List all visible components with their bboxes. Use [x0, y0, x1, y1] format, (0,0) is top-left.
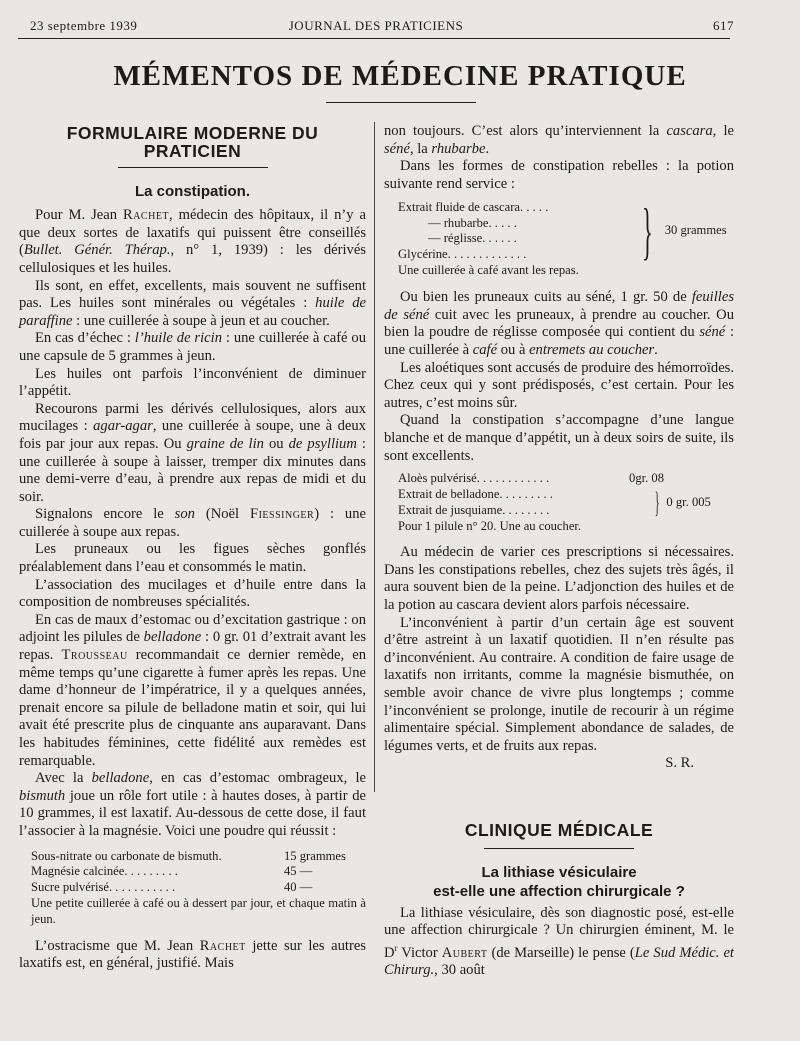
paragraph: Quand la constipation s’accompagne d’une langue blanche et de manque d’appétit, un à deux soirs de suite, ils sont excellents.: [384, 412, 734, 464]
paragraph: Ou bien les pruneaux cuits au séné, 1 gr. 50 de feuilles de séné cuit avec les pruneaux, à prendre au coucher. Ou bien la poudre de réglisse composée qui contient du séné : une cuillerée à café ou à entremets au coucher.: [384, 289, 735, 358]
paragraph: non toujours. C’est alors qu’interviennent la cascara, le séné, la rhubarbe.: [384, 123, 734, 157]
section-title-formulaire: FORMULAIRE MODERNE DU PRATICIEN: [66, 123, 319, 161]
author-name: Rachet: [122, 207, 170, 224]
paragraph: En cas d’échec : l’huile de ricin : une cuillerée à café ou une capsule de 5 grammes à jeun.: [19, 330, 367, 364]
paragraph: Recourons parmi les dérivés cellulosiques, alors aux mucilages : agar-agar, une cuillerée à soupe, une à deux fois par jour aux repas. Ou graine de lin ou de psyllium : une cuillerée à soupe à laisser, tremper dix minutes dans une demi-verre d’eau, à prendre aux repas de midi et du soir.: [19, 400, 366, 505]
paragraph: L’association des mucilages et d’huile entre dans la composition de nombreuses spécialités.: [19, 576, 366, 611]
header-divider: [18, 38, 730, 39]
paragraph: L’ostracisme que M. Jean Rachet jette sur les autres laxatifs est, en général, justifié. Mais: [19, 937, 366, 972]
prescription-line: — rhubarbe . . . . .: [428, 215, 517, 230]
reference: Le Sud Médic. et Chirurg.: [384, 944, 734, 979]
prescription-line: Extrait fluide de cascara . . . . .: [398, 199, 549, 214]
paragraph: Les pruneaux ou les figues sèches gonflés préalablement dans l’eau et consommés le matin.: [19, 541, 366, 576]
right-column: [384, 123, 734, 773]
prescription-instructions: Une petite cuillerée à café ou à dessert par jour, et chaque matin à jeun.: [31, 895, 366, 926]
prescription-aloes: [398, 471, 734, 534]
prescription-line: Extrait de jusquiame . . . . . . . .: [398, 502, 550, 517]
title-divider: [326, 102, 476, 103]
journal-name: JOURNAL DES PRATICIENS: [288, 18, 464, 33]
brace-icon: }: [654, 485, 660, 519]
prescription-line: Aloès pulvérisé . . . . . . . . . . . . 0gr. 08: [398, 471, 664, 486]
prescription-line: Sucre pulvérisé . . . . . . . . . . . 40 —: [31, 880, 313, 895]
column-divider: [374, 122, 375, 792]
section-title-clinique: CLINIQUE MÉDICALE: [464, 820, 654, 840]
paragraph: L’inconvénient à partir d’un certain âge est souvent d’être astreint à un laxatif quotidien. Il n’en résulte pas d’inconvénient. Au contraire. A condition de faire usage de laxatifs non irritants, comme la magnésie bismuthée, on semble avoir chance de vivre plus longtemps ; comme l’inconvénient se prolonge, inutile de recourir à un régime alimentaire spécial. Simplement abondance de salades, de légumes verts, et de fruits aux repas.: [384, 614, 734, 754]
section-divider: [118, 167, 268, 168]
prescription-line: Magnésie calcinée . . . . . . . . . 45 —: [31, 864, 313, 879]
clinique-section: [384, 822, 734, 980]
author-name: Rachet: [199, 937, 246, 954]
paragraph: En cas de maux d’estomac ou d’excitation gastrique : on adjoint les pilules de belladone : 0 gr. 01 d’extrait avant les repas. Trousseau recommandait ce dernier remède, en même temps qu’une cigarette à fumer après les repas. Une dame d’honneur de l’impératrice, il y a quelques années, prenait encore sa pilule de belladone matin et soir, qui lui avait été prescrite plus de cinquante ans auparavant. Dans les habitudes féminines, cette fidélité aux remèdes est remarquable.: [19, 611, 366, 769]
prescription-instructions: Une cuillerée à café avant les repas.: [398, 263, 579, 278]
prescription-quantity: 30 grammes: [664, 223, 727, 238]
paragraph: Pour M. Jean Rachet, médecin des hôpitaux, il n’y a que deux sortes de laxatifs qui puissent être conseillés (Bullet. Génér. Thérap., n° 1, 1939) : les dérivés cellulosiques et les huiles.: [19, 207, 367, 276]
paragraph: Les aloétiques sont accusés de produire des hémorroïdes. Chez ceux qui y sont prédisposés, c’est certain. Pour les autres, c’est moins sûr.: [384, 359, 734, 411]
paragraph: Au médecin de varier ces prescriptions si nécessaires. Dans les constipations rebelles, chez des sujets très âgés, il aura souvent bien de la peine. L’adjonction des huiles et de la potion au cascara devient alors parfois nécessaire.: [384, 544, 734, 614]
issue-date: 23 septembre 1939: [30, 18, 138, 33]
running-header: [18, 18, 734, 38]
paragraph: Avec la belladone, en cas d’estomac ombrageux, le bismuth joue un rôle fort utile : à hautes doses, à partir de 10 grammes, il est laxatif. Au-dessous de cette dose, il faut l’associer à la magnésie. Voici une poudre qui réussit :: [19, 770, 366, 839]
left-column: [19, 125, 366, 973]
prescription-bismuth: [31, 849, 366, 928]
prescription-potion: [398, 195, 734, 279]
paragraph: La lithiase vésiculaire, dès son diagnostic posé, est-elle une affection chirurgicale ? Un chirurgien éminent, M. le $D^r$ Victor Aubert (de Marseille) le pense (Le Sud Médic. et Chirurg., 30 août: [384, 904, 734, 979]
author-name: Fiessinger: [249, 506, 315, 523]
prescription-instructions: Pour 1 pilule n° 20. Une au coucher.: [398, 518, 582, 533]
paragraph: Dans les formes de constipation rebelles : la potion suivante rend service :: [384, 158, 734, 192]
brace-icon: }: [641, 195, 653, 267]
prescription-line: Extrait de belladone . . . . . . . . .: [398, 486, 553, 501]
prescription-quantity: 0 gr. 005: [666, 494, 711, 509]
reference: Bullet. Génér. Thérap.: [23, 242, 171, 259]
author-signature: S. R.: [665, 755, 694, 772]
author-name: Aubert: [441, 944, 488, 961]
paragraph: Les huiles ont parfois l’inconvénient de diminuer l’appétit.: [19, 365, 366, 400]
paragraph: Signalons encore le son (Noël Fiessinger) : une cuillerée à soupe aux repas.: [19, 506, 366, 540]
prescription-line: Sous-nitrate ou carbonate de bismuth. 15 grammes: [31, 848, 346, 863]
paragraph: Ils sont, en effet, excellents, mais souvent ne suffisent pas. Les huiles sont minérales ou végétales : huile de paraffine : une cuillerée à soupe à jeun et au coucher.: [19, 277, 367, 329]
prescription-line: — réglisse . . . . . .: [428, 231, 517, 246]
author-name: Trousseau: [61, 647, 128, 664]
prescription-line: Glycérine . . . . . . . . . . . . .: [398, 247, 527, 262]
page-number: 617: [713, 18, 734, 33]
article-subtitle: La constipation.: [134, 183, 250, 201]
section-divider: [484, 848, 634, 849]
article-subtitle: La lithiase vésiculaire est-elle une affection chirurgicale ?: [433, 863, 685, 900]
page-title: MÉMENTOS DE MÉDECINE PRATIQUE: [113, 60, 687, 92]
